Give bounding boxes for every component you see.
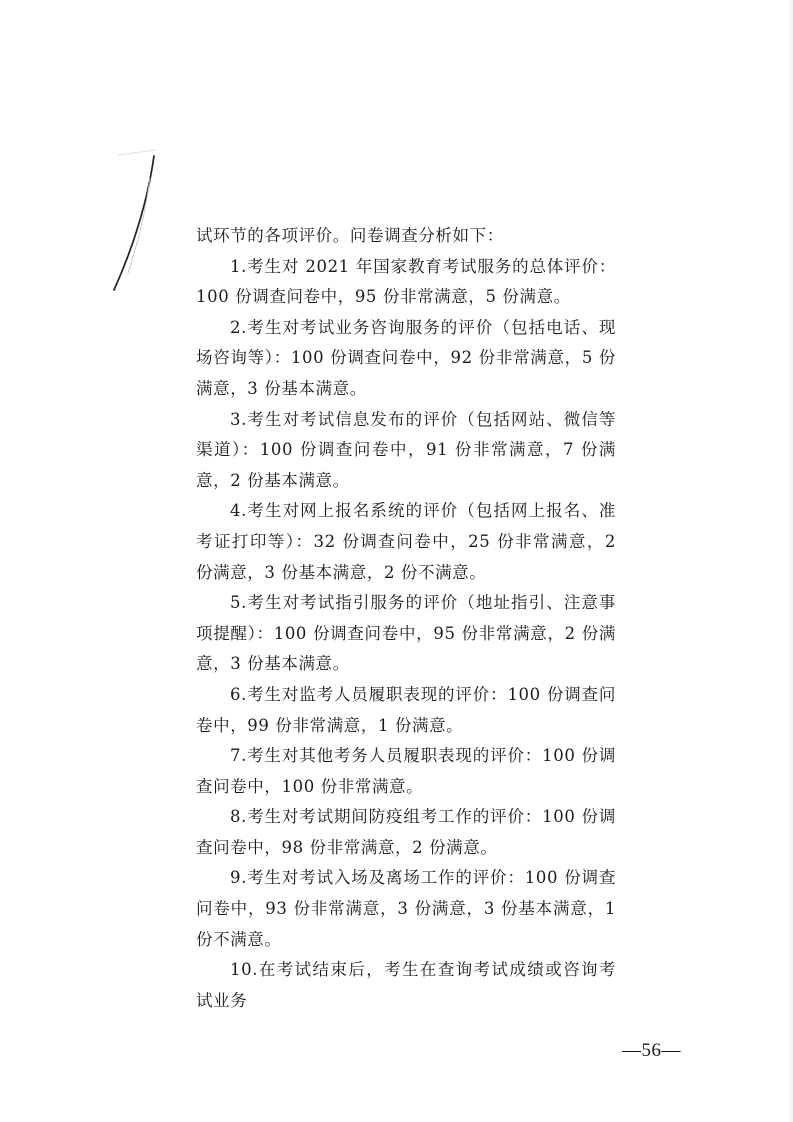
document-body bbox=[196, 221, 616, 1016]
paragraph-item-5: 5.考生对考试指引服务的评价（地址指引、注意事项提醒）：100 份调查问卷中，95 份非常满意，2 份满意，3 份基本满意。 bbox=[196, 593, 616, 674]
paragraph-item-1: 1.考生对 2021 年国家教育考试服务的总体评价：100 份调查问卷中，95 份非常满意，5 份满意。 bbox=[196, 256, 616, 307]
page-number: —56— bbox=[622, 1040, 681, 1061]
paragraph-item-6: 6.考生对监考人员履职表现的评价：100 份调查问卷中，99 份非常满意，1 份满意。 bbox=[196, 684, 616, 735]
paragraph-item-2: 2.考生对考试业务咨询服务的评价（包括电话、现场咨询等）：100 份调查问卷中，92 份非常满意，5 份满意，3 份基本满意。 bbox=[196, 317, 616, 398]
paragraph-continued: 试环节的各项评价。问卷调查分析如下： bbox=[196, 226, 504, 245]
paragraph-item-4: 4.考生对网上报名系统的评价（包括网上报名、准考证打印等）：32 份调查问卷中，25 份非常满意，2 份满意，3 份基本满意，2 份不满意。 bbox=[196, 501, 616, 582]
paragraph-item-10: 10.在考试结束后，考生在查询考试成绩或咨询考试业务 bbox=[196, 960, 616, 1010]
handwritten-pen-mark bbox=[100, 148, 170, 298]
paragraph-item-9: 9.考生对考试入场及离场工作的评价：100 份调查问卷中，93 份非常满意，3 份满意，3 份基本满意，1 份不满意。 bbox=[196, 868, 616, 949]
scan-edge-shadow bbox=[787, 0, 793, 1122]
paragraph-item-7: 7.考生对其他考务人员履职表现的评价：100 份调查问卷中，100 份非常满意。 bbox=[196, 746, 616, 796]
paragraph-item-8: 8.考生对考试期间防疫组考工作的评价：100 份调查问卷中，98 份非常满意，2 份满意。 bbox=[196, 807, 616, 857]
paragraph-item-3: 3.考生对考试信息发布的评价（包括网站、微信等渠道）：100 份调查问卷中，91 份非常满意，7 份满意，2 份基本满意。 bbox=[196, 409, 616, 490]
